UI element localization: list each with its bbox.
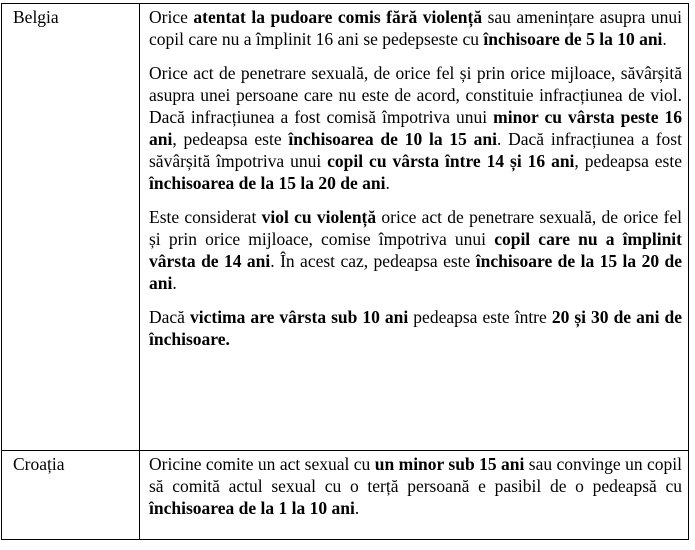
country-name: Croația (13, 454, 65, 474)
text-run: . (662, 29, 667, 49)
law-paragraph (149, 306, 682, 350)
bold-run: viol cu violență (261, 207, 377, 227)
text-run: pedeapsa este între (408, 307, 552, 327)
text-run: . (354, 498, 360, 518)
bold-run: închisoarea de la 15 la 20 de ani (149, 173, 386, 193)
laws-table (1, 3, 689, 540)
bold-run: închisoarea de 10 la 15 ani (288, 129, 497, 149)
bold-run: închisoarea de la 1 la 10 ani (149, 498, 355, 518)
table-row (2, 451, 689, 540)
law-paragraph (149, 206, 682, 294)
bold-run: copil cu vârsta între 14 și 16 ani (327, 151, 575, 171)
law-paragraph (149, 453, 682, 519)
bold-run: un minor sub 15 ani (374, 454, 525, 474)
bold-run: 20 și 30 de ani de închisoare. (149, 307, 682, 349)
text-run: sau convinge un copil să comită actul sexual cu o terță persoană e pasibil de o pedeapsă cu (149, 454, 683, 496)
text-run: Dacă (149, 307, 190, 327)
country-cell (2, 4, 140, 451)
bold-run: închisoare de la 15 la 20 de ani (149, 251, 682, 293)
text-run: Oricine comite un act sexual cu (149, 454, 375, 474)
law-paragraph (149, 62, 682, 194)
table-row (2, 4, 689, 451)
text-run: , pedeapsa este (574, 151, 682, 171)
text-run: Orice (149, 7, 194, 27)
text-run: Orice act de penetrare sexuală, de orice fel și prin orice mijloace, săvârșită asupra unei persoane care nu este de acord, constituie infracțiunea de viol. Dacă infracțiunea a fost comisă împotriva unui (149, 63, 682, 127)
law-text-cell (140, 4, 689, 451)
law-paragraph (149, 6, 682, 50)
text-run: orice act de penetrare sexuală, de orice fel și prin orice mijloace, comise împotriva unui (149, 207, 683, 249)
text-run: sau amenințare asupra unui copil care nu a împlinit 16 ani se pedepseste cu (149, 7, 682, 49)
bold-run: închisoare de 5 la 10 ani (483, 29, 663, 49)
text-run: . (172, 273, 177, 293)
text-run: Este considerat (149, 207, 262, 227)
text-run: . Dacă infracțiunea a fost săvârșită împotriva unui (149, 129, 682, 171)
law-text-cell (140, 451, 689, 540)
bold-run: victima are vârsta sub 10 ani (189, 307, 409, 327)
country-cell (2, 451, 140, 540)
text-run: , pedeapsa este (172, 129, 289, 149)
bold-run: minor cu vârsta peste 16 ani (149, 107, 682, 149)
bold-run: atentat la pudoare comis fără violență (193, 7, 483, 27)
bold-run: copil care nu a împlinit vârsta de 14 ani (149, 229, 682, 271)
text-run: . (385, 173, 390, 193)
text-run: . În acest caz, pedeapsa este (270, 251, 476, 271)
country-name: Belgia (13, 7, 59, 27)
